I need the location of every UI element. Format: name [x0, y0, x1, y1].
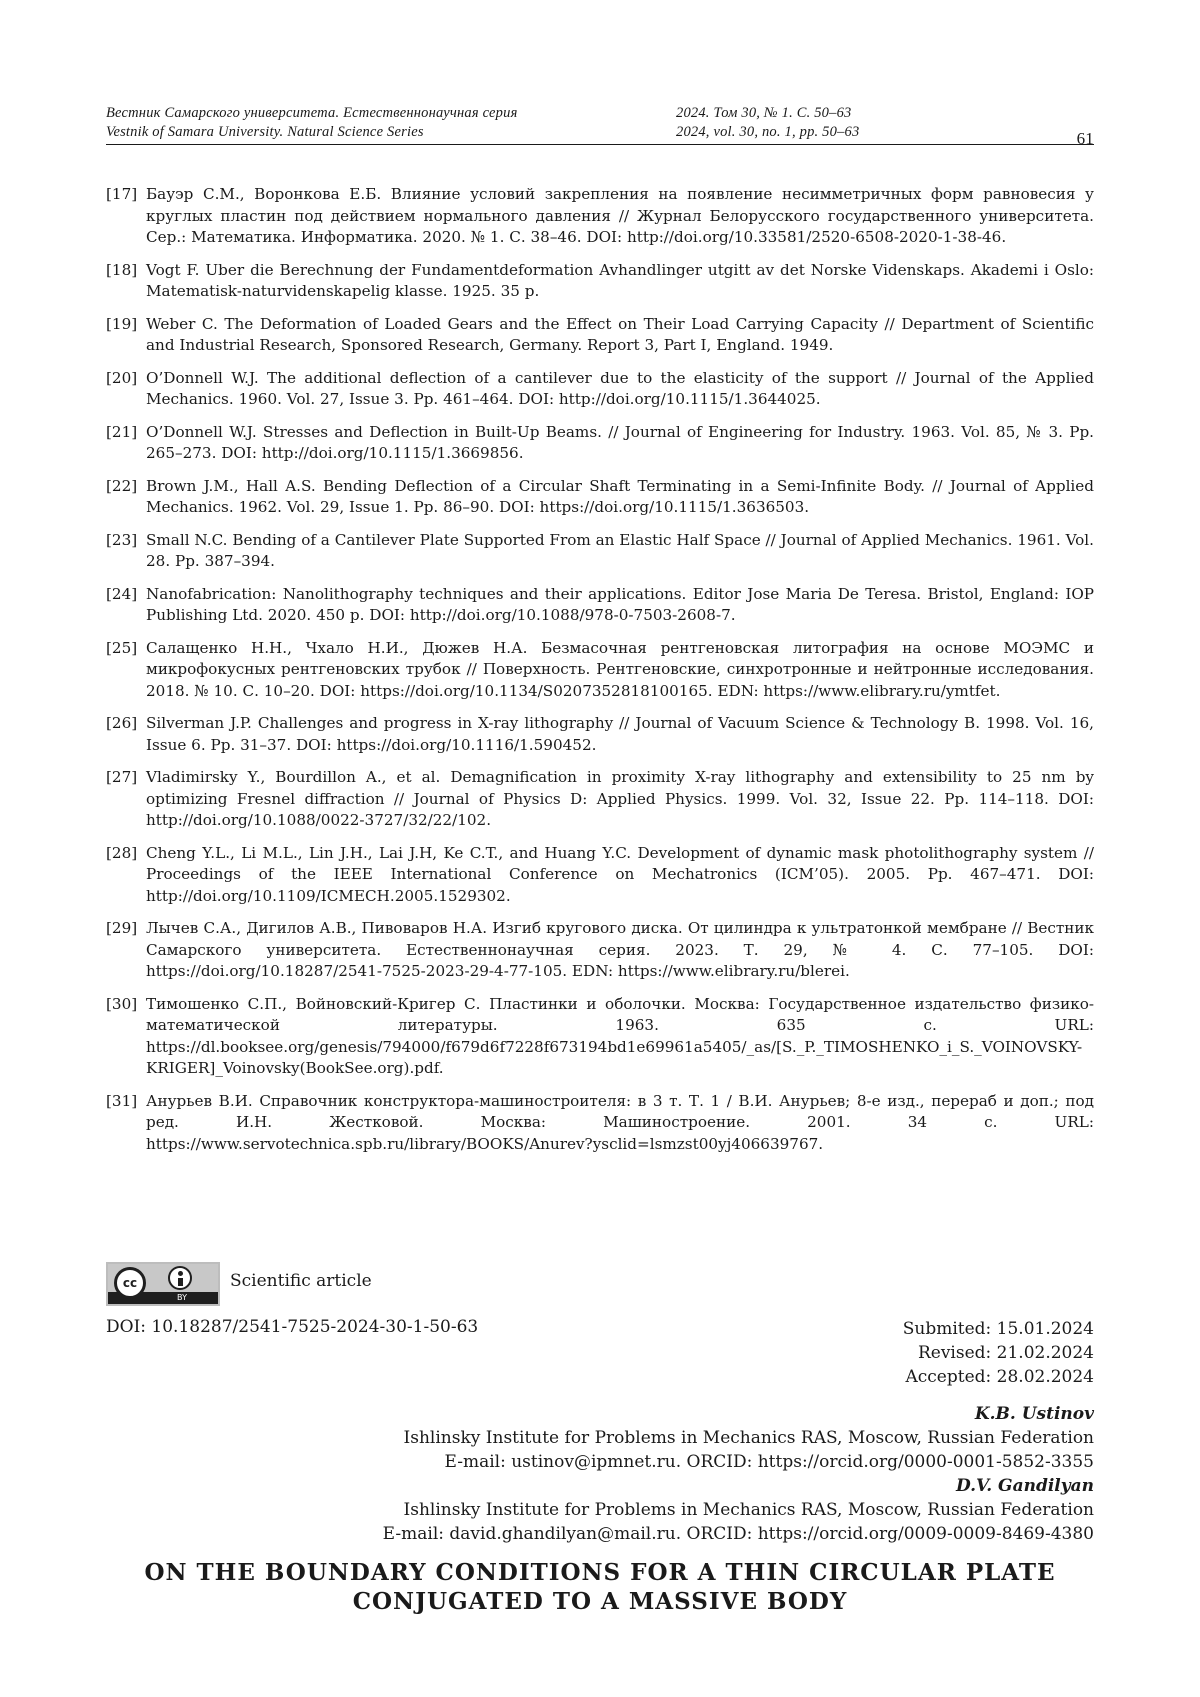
- reference-text: O’Donnell W.J. The additional deflection of a cantilever due to the elasticity of the support // Journal of the Applied Mechanics. 1960. Vol. 27, Issue 3. Pp. 461–464. DOI: http://doi.org/10.1115/1.3644025.: [146, 368, 1094, 408]
- reference-text: Vladimirsky Y., Bourdillon A., et al. Demagnification in proximity X-ray lithography and extensibility to 25 nm by optimizing Fresnel diffraction // Journal of Physics D: Applied Physics. 1999. Vol. 32, Issue 22. Pp. 114–118. DOI: http://doi.org/10.1088/0022-3727/32/22/102.: [146, 768, 1094, 829]
- reference-item: [106, 314, 1094, 357]
- reference-text: Cheng Y.L., Li M.L., Lin J.H., Lai J.H, Ke C.T., and Huang Y.C. Development of dynamic mask photolithography system // Proceedings of the IEEE International Conference on Mechatronics (ICM’05). 2005. Pp. 467–471. DOI: http://doi.org/10.1109/ICMECH.2005.1529302.: [146, 843, 1094, 905]
- by-label: BY: [177, 1293, 187, 1302]
- header-rule: [106, 144, 1094, 145]
- running-header: [106, 104, 1094, 148]
- page-number: 61: [1076, 129, 1094, 148]
- journal-title-en: Vestnik of Samara University. Natural Science Series: [106, 124, 424, 140]
- reference-number: [17]: [106, 185, 138, 203]
- reference-text: Small N.C. Bending of a Cantilever Plate Supported From an Elastic Half Space // Journal of Applied Mechanics. 1961. Vol. 28. Pp. 387–394.: [146, 530, 1094, 570]
- article-type: Scientific article: [230, 1271, 372, 1291]
- creative-commons-icon: cc: [114, 1267, 146, 1299]
- article-title: [106, 1558, 1094, 1616]
- reference-number: [18]: [106, 260, 138, 279]
- revised-date: Revised: 21.02.2024: [917, 1343, 1094, 1363]
- author-name: D.V. Gandilyan: [955, 1476, 1094, 1496]
- journal-title-ru: Вестник Самарского университета. Естественнонаучная серия: [106, 105, 518, 121]
- reference-number: [31]: [106, 1091, 138, 1110]
- author-name: K.B. Ustinov: [974, 1404, 1094, 1424]
- reference-text: Лычев С.А., Дигилов А.В., Пивоваров Н.А. Изгиб кругового диска. От цилиндра к ультратонкой мембране // Вестник Самарского университета. Естественнонаучная серия. 2023. Т. 29, № 4. С. 77–105. DOI: https://doi.org/10.18287/2541-7525-2023-29-4-77-105. EDN: https://www.elibrary.ru/blerei.: [146, 919, 1094, 980]
- reference-text: Weber C. The Deformation of Loaded Gears and the Effect on Their Load Carrying Capacity // Department of Scientific and Industrial Research, Sponsored Research, Germany. Report 3, Part I, England. 1949.: [146, 314, 1094, 354]
- reference-text: Бауэр С.М., Воронкова Е.Б. Влияние условий закрепления на появление несимметричных форм равновесия у круглых пластин под действием нормального давления // Журнал Белорусского государственного университета. Сер.: Математика. Информатика. 2020. № 1. С. 38–46. DOI: http://doi.org/10.33581/2520-6508-2020-1-38-46.: [146, 185, 1094, 246]
- reference-number: [24]: [106, 584, 138, 603]
- title-line-1: ON THE BOUNDARY CONDITIONS FOR A THIN CIRCULAR PLATE: [144, 1559, 1056, 1586]
- reference-item: [106, 638, 1094, 703]
- reference-number: [22]: [106, 476, 138, 495]
- reference-item: [106, 184, 1094, 249]
- issue-info-en: 2024, vol. 30, no. 1, pp. 50–63: [676, 124, 860, 140]
- reference-text: Brown J.M., Hall A.S. Bending Deflection of a Circular Shaft Terminating in a Semi-Infinite Body. // Journal of Applied Mechanics. 1962. Vol. 29, Issue 1. Pp. 86–90. DOI: https://doi.org/10.1115/1.3636503.: [146, 476, 1094, 516]
- article-doi[interactable]: DOI: 10.18287/2541-7525-2024-30-1-50-63: [106, 1317, 479, 1337]
- reference-item: [106, 530, 1094, 573]
- reference-item: [106, 918, 1094, 983]
- reference-item: [106, 1091, 1094, 1156]
- reference-text: O’Donnell W.J. Stresses and Deflection in Built-Up Beams. // Journal of Engineering for Industry. 1963. Vol. 85, № 3. Pp. 265–273. DOI: http://doi.org/10.1115/1.3669856.: [146, 422, 1094, 462]
- attribution-person-icon: [168, 1266, 192, 1290]
- reference-number: [20]: [106, 368, 138, 387]
- author-block: [194, 1402, 1094, 1546]
- reference-text: Тимошенко С.П., Войновский-Кригер С. Пластинки и оболочки. Москва: Государственное издательство физико-математической литературы. 1963. 635 с. URL: https://dl.booksee.org/genesis/794000/f679d6f7228f673194bd1e69961a5405/_as/[S._P._TIMOSHENKO_i_S._VOINOVSKY-KRIGER]_Voinovsky(BookSee.org).pdf.: [146, 994, 1094, 1077]
- submitted-date: Submited: 15.01.2024: [902, 1319, 1094, 1339]
- title-line-2: CONJUGATED TO A MASSIVE BODY: [352, 1588, 848, 1615]
- reference-item: [106, 368, 1094, 411]
- reference-text: Silverman J.P. Challenges and progress in X-ray lithography // Journal of Vacuum Science & Technology B. 1998. Vol. 16, Issue 6. Pp. 31–37. DOI: https://doi.org/10.1116/1.590452.: [146, 714, 1094, 754]
- reference-item: [106, 843, 1094, 908]
- author-contact[interactable]: E-mail: david.ghandilyan@mail.ru. ORCID: https://orcid.org/0009-0009-8469-4380: [382, 1524, 1094, 1544]
- reference-text: Салащенко Н.Н., Чхало Н.И., Дюжев Н.А. Безмасочная рентгеновская литография на основе МОЭМС и микрофокусных рентгеновских трубок // Поверхность. Рентгеновские, синхротронные и нейтронные исследования. 2018. № 10. С. 10–20. DOI: https://doi.org/10.1134/S0207352818100165. EDN: https://www.elibrary.ru/ymtfet.: [146, 638, 1094, 700]
- article-dates: [903, 1317, 1094, 1389]
- reference-number: [23]: [106, 530, 138, 549]
- reference-item: [106, 260, 1094, 303]
- author-affiliation: Ishlinsky Institute for Problems in Mechanics RAS, Moscow, Russian Federation: [403, 1428, 1094, 1448]
- reference-number: [26]: [106, 714, 138, 732]
- cc-by-license-badge[interactable]: [106, 1262, 220, 1306]
- reference-text: Nanofabrication: Nanolithography techniques and their applications. Editor Jose Maria De Teresa. Bristol, England: IOP Publishing Ltd. 2020. 450 p. DOI: http://doi.org/10.1088/978-0-7503-2608-7.: [146, 584, 1094, 624]
- reference-item: [106, 994, 1094, 1080]
- reference-number: [25]: [106, 638, 138, 657]
- reference-text: Анурьев В.И. Справочник конструктора-машиностроителя: в 3 т. Т. 1 / В.И. Анурьев; 8-е изд., перераб и доп.; под ред. И.Н. Жестковой. Москва: Машиностроение. 2001. 34 с. URL: https://www.servotechnica.spb.ru/library/BOOKS/Anurev?ysclid=lsmzst00yj406639767.: [146, 1091, 1094, 1153]
- reference-item: [106, 422, 1094, 465]
- reference-list: [106, 184, 1094, 1166]
- reference-number: [27]: [106, 768, 138, 786]
- reference-number: [28]: [106, 843, 138, 862]
- reference-item: [106, 584, 1094, 627]
- accepted-date: Accepted: 28.02.2024: [905, 1367, 1094, 1387]
- reference-number: [19]: [106, 314, 138, 333]
- reference-number: [29]: [106, 919, 138, 937]
- reference-number: [30]: [106, 994, 138, 1013]
- author-contact[interactable]: E-mail: ustinov@ipmnet.ru. ORCID: https://orcid.org/0000-0001-5852-3355: [444, 1452, 1094, 1472]
- reference-number: [21]: [106, 422, 138, 441]
- reference-item: [106, 767, 1094, 832]
- reference-text: Vogt F. Uber die Berechnung der Fundamentdeformation Avhandlinger utgitt av det Norske Videnskaps. Akademi i Oslo: Matematisk-naturvidenskapelig klasse. 1925. 35 p.: [146, 260, 1094, 300]
- issue-info-ru: 2024. Том 30, № 1. С. 50–63: [676, 105, 852, 121]
- reference-item: [106, 713, 1094, 756]
- reference-item: [106, 476, 1094, 519]
- author-affiliation: Ishlinsky Institute for Problems in Mechanics RAS, Moscow, Russian Federation: [403, 1500, 1094, 1520]
